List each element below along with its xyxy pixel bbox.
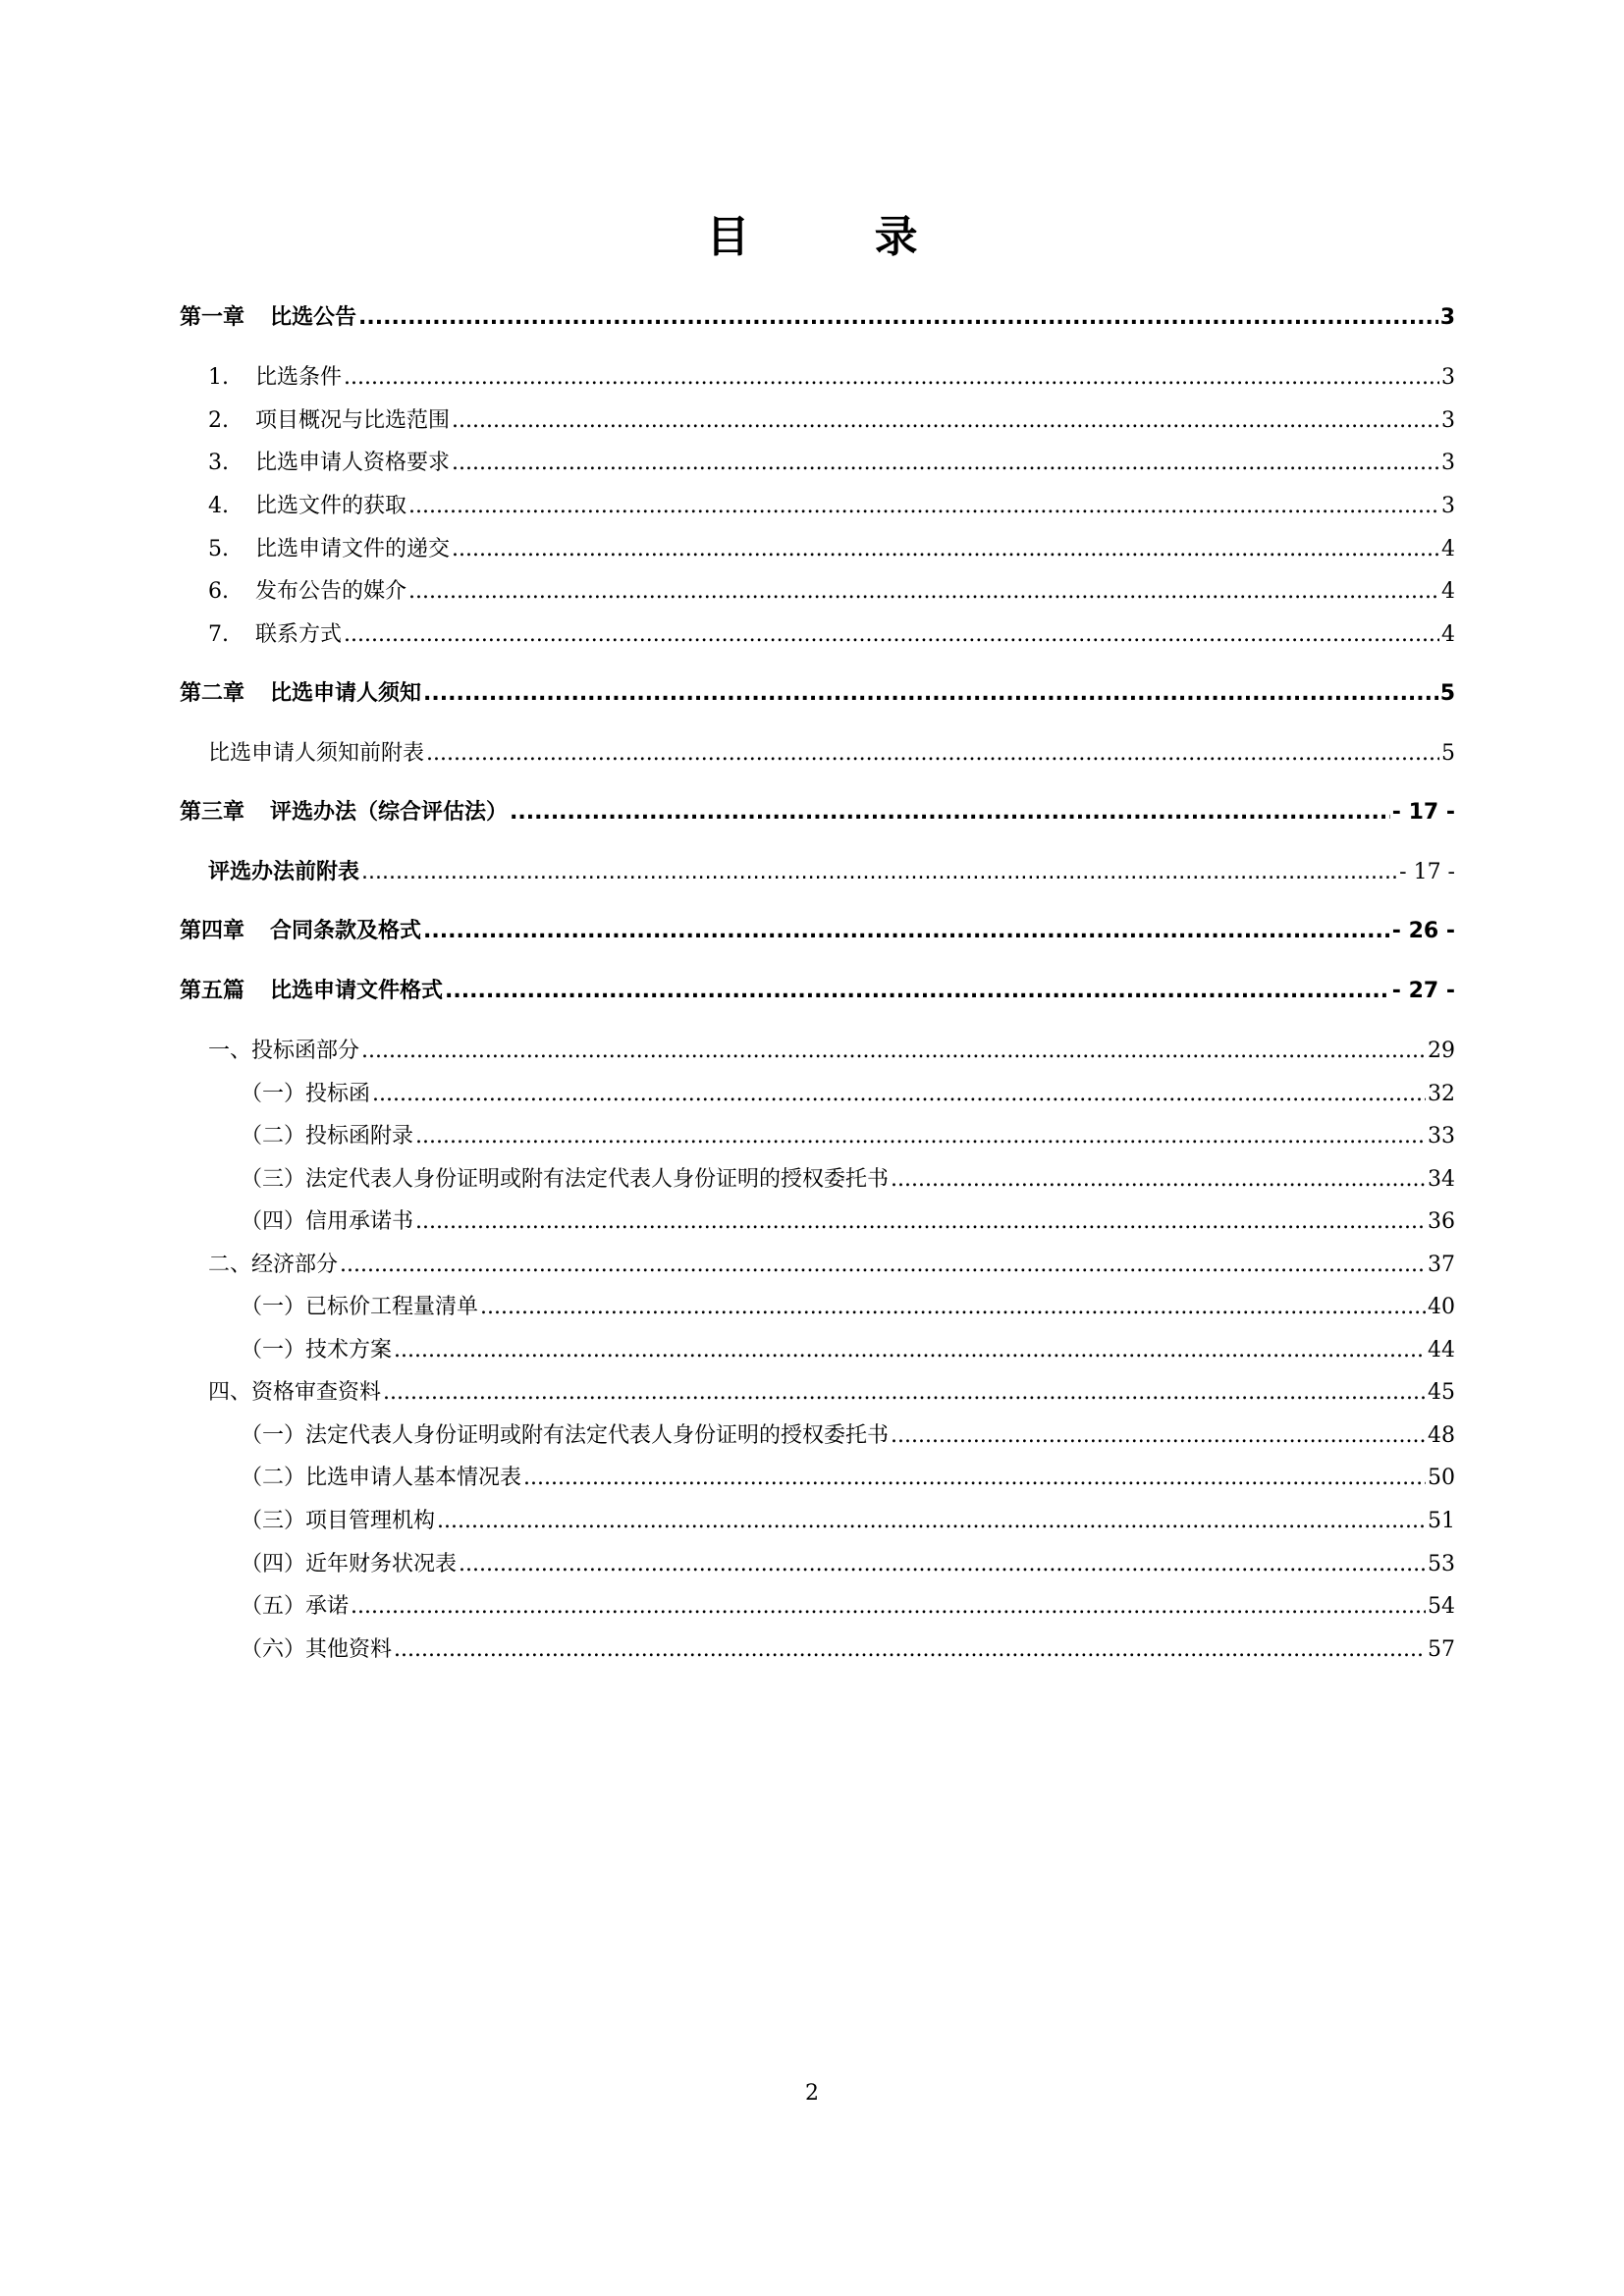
item-title: （六）其他资料: [241, 1637, 393, 1662]
toc-item[interactable]: [241, 1291, 1455, 1324]
toc-item[interactable]: [241, 1548, 1455, 1581]
page-ref: 40: [1428, 1295, 1455, 1319]
toc-item[interactable]: [241, 1505, 1455, 1538]
item-title: （一）投标函: [241, 1082, 371, 1106]
toc-chapter-4[interactable]: [180, 915, 1455, 948]
chapter-number: 第二章: [180, 681, 245, 706]
toc-item[interactable]: [241, 1633, 1455, 1667]
item-title: 比选申请人资格要求: [255, 451, 451, 475]
dot-leader: [408, 575, 1439, 609]
toc-item[interactable]: [208, 737, 1455, 771]
dot-leader: [394, 1334, 1426, 1367]
chapter-title: 评选办法（综合评估法）: [270, 800, 509, 825]
item-title: 比选申请人须知前附表: [208, 741, 425, 766]
toc-item[interactable]: [208, 575, 1455, 609]
page-ref: - 27 -: [1391, 979, 1455, 1003]
item-title: 评选办法前附表: [208, 860, 360, 884]
item-title: （二）比选申请人基本情况表: [241, 1466, 522, 1490]
dot-leader: [891, 1163, 1426, 1197]
page-ref: 51: [1428, 1509, 1455, 1533]
page-ref: 34: [1428, 1167, 1455, 1192]
item-number: 6.: [208, 579, 229, 604]
chapter-number: 第三章: [180, 800, 245, 825]
toc-chapter-5[interactable]: [180, 975, 1455, 1008]
page-ref: 50: [1428, 1466, 1455, 1490]
toc-item[interactable]: [208, 1249, 1455, 1282]
dot-leader: [437, 1505, 1426, 1538]
dot-leader: [445, 975, 1390, 1008]
toc-item[interactable]: [241, 1419, 1455, 1453]
item-title: （一）法定代表人身份证明或附有法定代表人身份证明的授权委托书: [241, 1423, 890, 1448]
page-ref: 36: [1428, 1209, 1455, 1234]
toc-item[interactable]: [208, 856, 1455, 889]
item-number: 2.: [208, 408, 229, 433]
dot-leader: [361, 856, 1397, 889]
page-ref: 4: [1441, 537, 1455, 561]
toc-chapter-1[interactable]: [180, 301, 1455, 335]
item-number: 4.: [208, 494, 229, 518]
page-ref: 5: [1439, 681, 1455, 706]
chapter-title: 比选公告: [270, 305, 357, 330]
page-ref: 29: [1428, 1039, 1455, 1063]
item-title: 二、经济部分: [208, 1253, 339, 1277]
dot-leader: [408, 490, 1439, 523]
page-ref: 37: [1428, 1253, 1455, 1277]
item-title: 比选文件的获取: [255, 494, 407, 518]
page-ref: 48: [1428, 1423, 1455, 1448]
item-title: 发布公告的媒介: [255, 579, 407, 604]
page-ref: 33: [1428, 1124, 1455, 1148]
item-title: 一、投标函部分: [208, 1039, 360, 1063]
item-number: 5.: [208, 537, 229, 561]
page-ref: 45: [1428, 1380, 1455, 1405]
toc-item[interactable]: [241, 1078, 1455, 1111]
dot-leader: [361, 1035, 1426, 1068]
item-title: （一）已标价工程量清单: [241, 1295, 479, 1319]
chapter-number: 第五篇: [180, 979, 245, 1003]
item-title: （一）技术方案: [241, 1338, 393, 1362]
toc-item[interactable]: [241, 1120, 1455, 1153]
toc-item[interactable]: [241, 1334, 1455, 1367]
dot-leader: [452, 447, 1439, 480]
item-title: （三）法定代表人身份证明或附有法定代表人身份证明的授权委托书: [241, 1167, 890, 1192]
item-title: （二）投标函附录: [241, 1124, 414, 1148]
toc-item[interactable]: [241, 1590, 1455, 1624]
dot-leader: [351, 1590, 1426, 1624]
toc-item[interactable]: [208, 1376, 1455, 1410]
chapter-title: 比选申请文件格式: [270, 979, 444, 1003]
dot-leader: [340, 1249, 1426, 1282]
page-number: 2: [805, 2081, 819, 2106]
dot-leader: [891, 1419, 1426, 1453]
page-ref: - 17 -: [1399, 860, 1455, 884]
page-ref: 53: [1428, 1552, 1455, 1576]
dot-leader: [510, 796, 1390, 829]
item-title: 联系方式: [255, 622, 343, 647]
item-title: （五）承诺: [241, 1594, 350, 1619]
page-ref: 3: [1441, 494, 1455, 518]
dot-leader: [452, 404, 1439, 438]
page-ref: 54: [1428, 1594, 1455, 1619]
item-title: （四）近年财务状况表: [241, 1552, 458, 1576]
chapter-number: 第四章: [180, 919, 245, 943]
chapter-number: 第一章: [180, 305, 245, 330]
dot-leader: [452, 533, 1439, 566]
item-title: （三）项目管理机构: [241, 1509, 436, 1533]
item-title: 项目概况与比选范围: [255, 408, 451, 433]
page-ref: 3: [1441, 408, 1455, 433]
chapter-title: 比选申请人须知: [270, 681, 422, 706]
dot-leader: [358, 301, 1438, 335]
page-ref: 32: [1428, 1082, 1455, 1106]
page-ref: - 17 -: [1391, 800, 1455, 825]
item-number: 1.: [208, 365, 229, 390]
dot-leader: [344, 618, 1439, 652]
dot-leader: [415, 1205, 1426, 1239]
toc-item[interactable]: [241, 1163, 1455, 1197]
toc-item[interactable]: [241, 1205, 1455, 1239]
page-ref: 57: [1428, 1637, 1455, 1662]
item-title: 比选申请文件的递交: [255, 537, 451, 561]
toc-item[interactable]: [241, 1462, 1455, 1495]
toc-item[interactable]: [208, 533, 1455, 566]
page-ref: 4: [1441, 622, 1455, 647]
toc-chapter-3[interactable]: [180, 796, 1455, 829]
item-title: 四、资格审查资料: [208, 1380, 382, 1405]
dot-leader: [480, 1291, 1426, 1324]
dot-leader: [423, 915, 1390, 948]
dot-leader: [394, 1633, 1426, 1667]
dot-leader: [415, 1120, 1426, 1153]
toc-chapter-2[interactable]: [180, 677, 1455, 711]
dot-leader: [423, 677, 1438, 711]
dot-leader: [372, 1078, 1426, 1111]
toc-item[interactable]: [208, 361, 1455, 395]
dot-leader: [426, 737, 1439, 771]
item-title: （四）信用承诺书: [241, 1209, 414, 1234]
page-title: 目 录: [706, 212, 973, 262]
page-ref: - 26 -: [1391, 919, 1455, 943]
chapter-title: 合同条款及格式: [270, 919, 422, 943]
page-ref: 3: [1439, 305, 1455, 330]
page-ref: 5: [1441, 741, 1455, 766]
toc-item[interactable]: [208, 1035, 1455, 1068]
item-number: 7.: [208, 622, 229, 647]
dot-leader: [344, 361, 1439, 395]
page-ref: 3: [1441, 365, 1455, 390]
toc-item[interactable]: [208, 404, 1455, 438]
toc-item[interactable]: [208, 447, 1455, 480]
item-number: 3.: [208, 451, 229, 475]
item-title: 比选条件: [255, 365, 343, 390]
dot-leader: [459, 1548, 1426, 1581]
toc-item[interactable]: [208, 618, 1455, 652]
page-ref: 3: [1441, 451, 1455, 475]
dot-leader: [523, 1462, 1426, 1495]
dot-leader: [383, 1376, 1426, 1410]
page-ref: 44: [1428, 1338, 1455, 1362]
toc-item[interactable]: [208, 490, 1455, 523]
page-ref: 4: [1441, 579, 1455, 604]
